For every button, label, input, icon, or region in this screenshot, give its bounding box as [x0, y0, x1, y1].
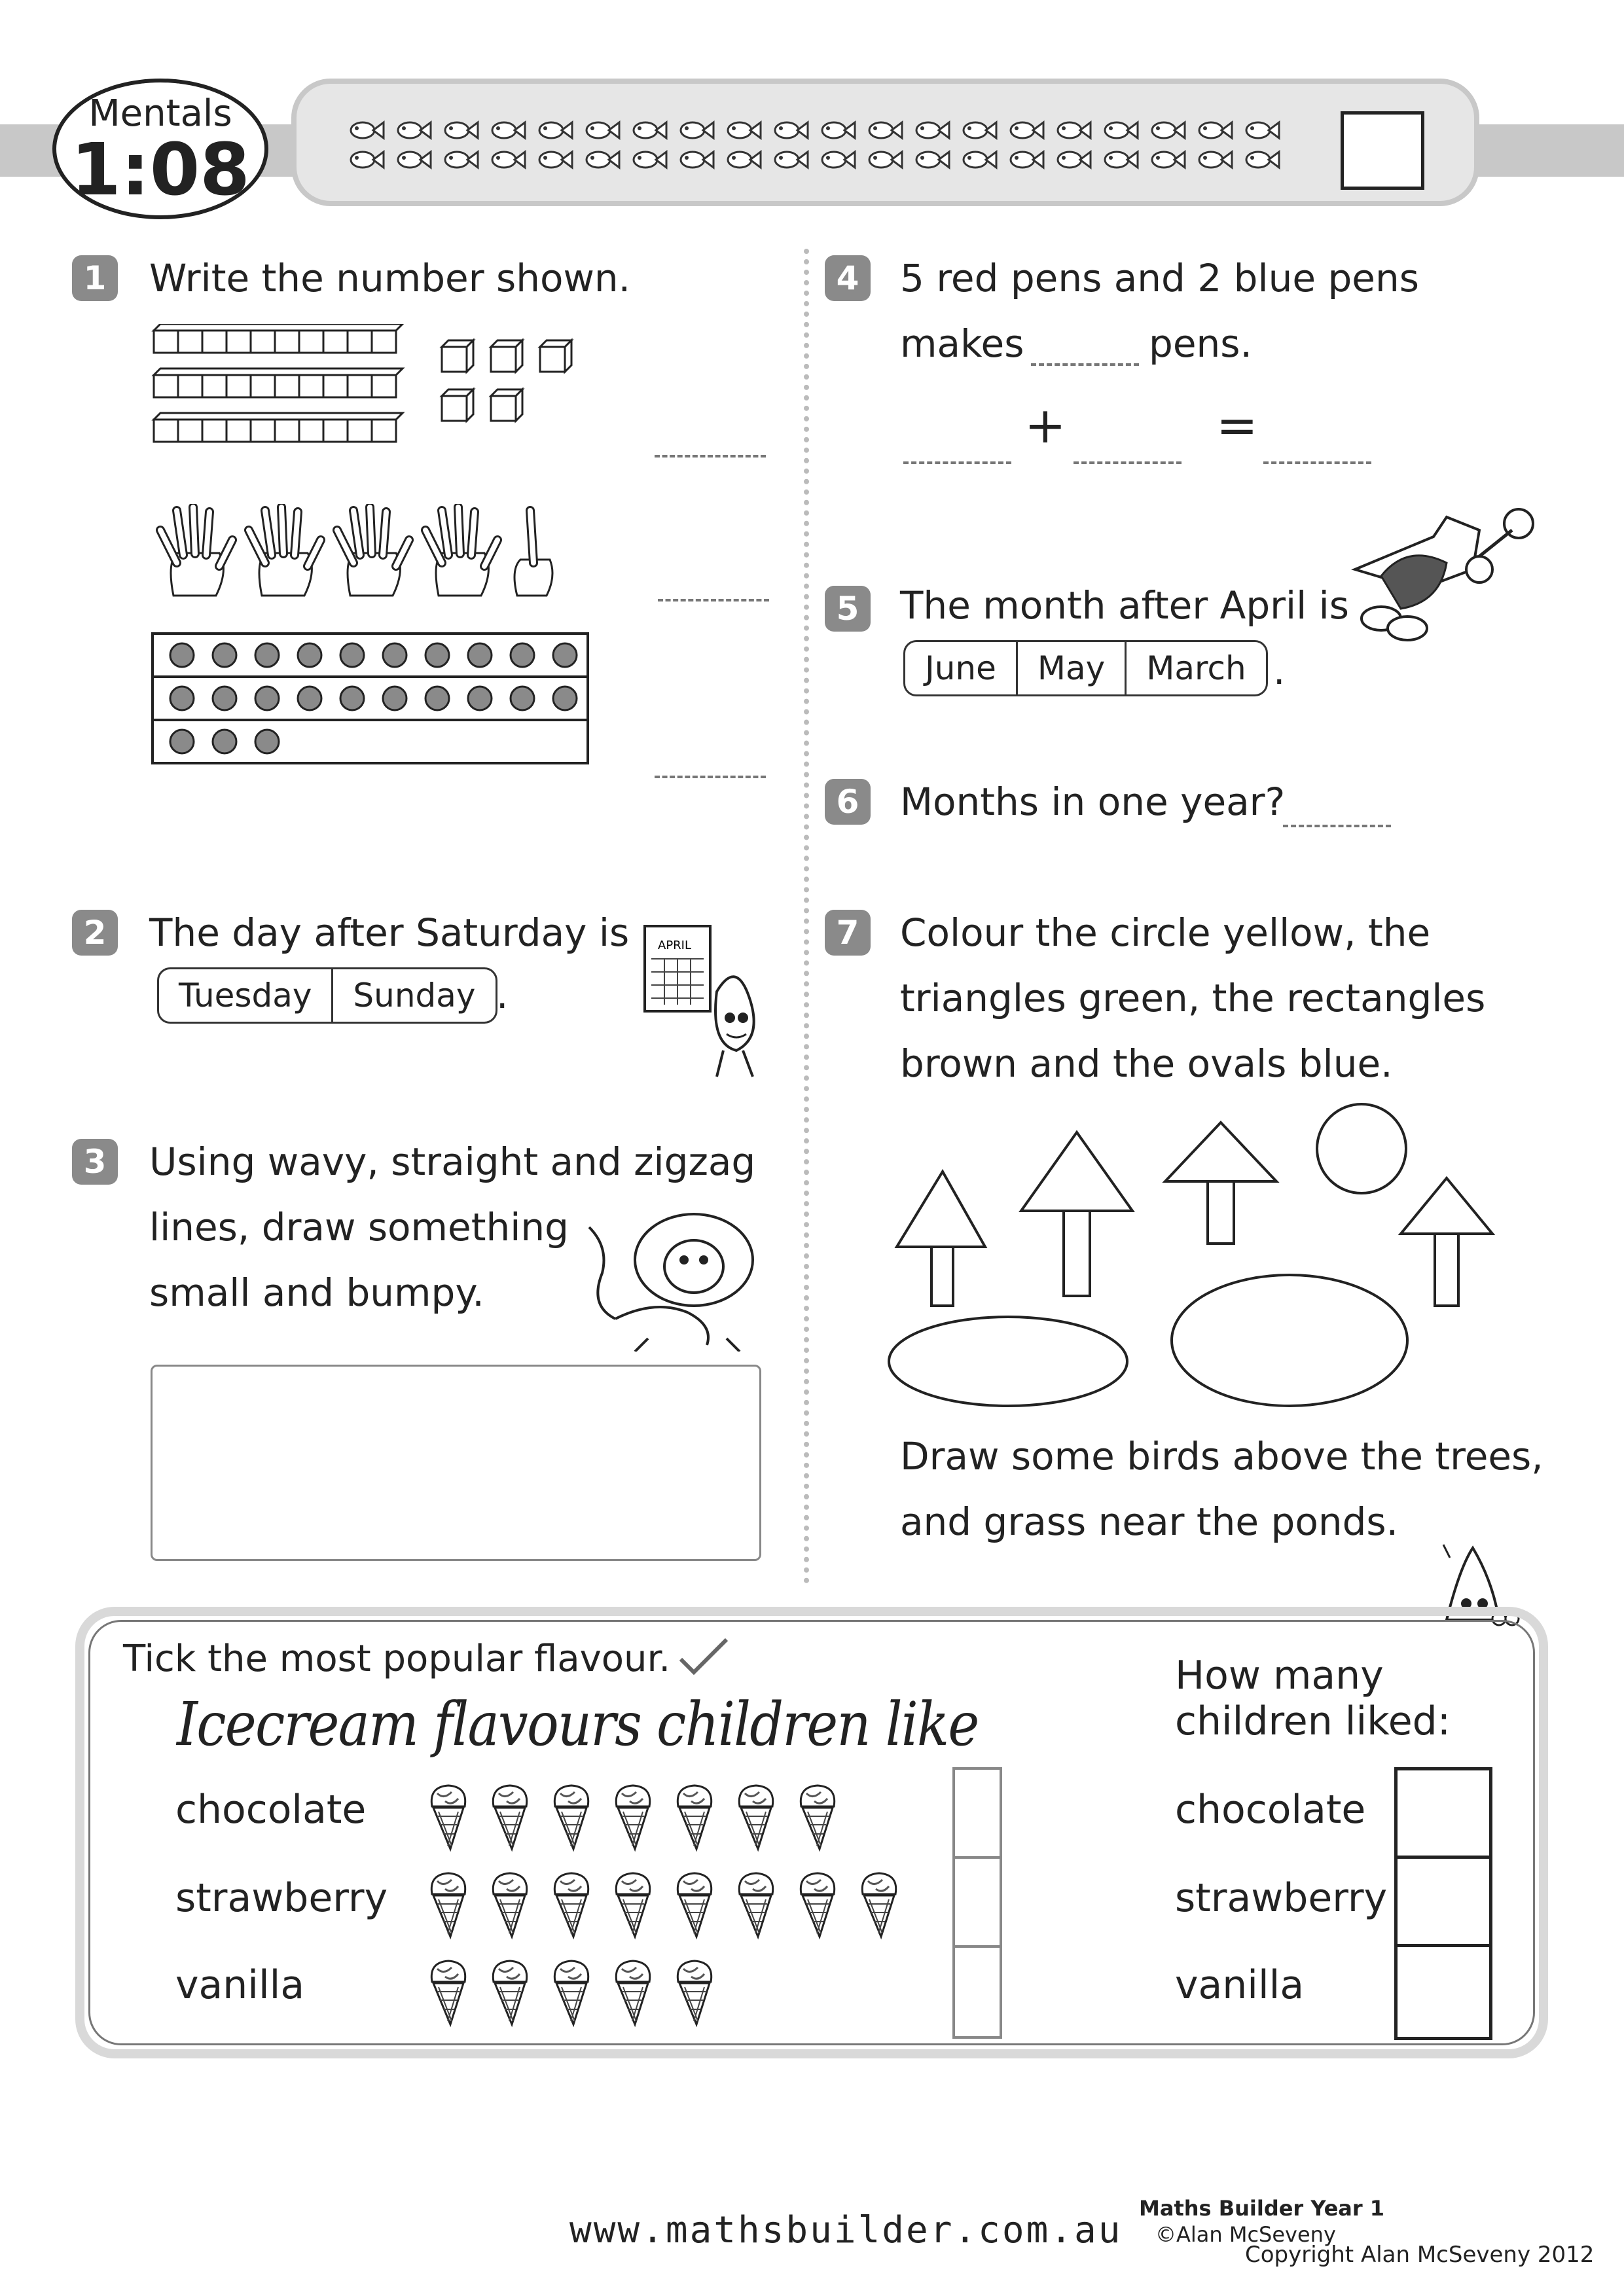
fish-icon	[677, 146, 716, 173]
row-label-chocolate: chocolate	[175, 1787, 367, 1833]
oval-1[interactable]	[889, 1317, 1127, 1406]
q7-line-3: brown and the ovals blue.	[900, 1041, 1393, 1086]
shapes-scene[interactable]	[877, 1100, 1499, 1407]
flying-character-illustration	[1342, 497, 1538, 641]
score-box[interactable]	[1341, 111, 1424, 190]
q5-end: .	[1273, 649, 1286, 693]
tick-box-strawberry[interactable]	[952, 1856, 1002, 1953]
answer-label-strawberry: strawberry	[1175, 1875, 1388, 1921]
mentals-number: 1:08	[71, 128, 250, 211]
icecream-icon	[549, 1956, 594, 2028]
answer-box-chocolate[interactable]	[1394, 1767, 1492, 1865]
counter-dot	[255, 643, 279, 667]
icecream-icon	[425, 1868, 471, 1940]
tens-rod	[154, 324, 403, 353]
unit-cube	[491, 389, 522, 421]
fish-icon	[865, 146, 905, 173]
counter-dot	[298, 687, 321, 710]
hand-icon	[425, 507, 497, 596]
fish-icon	[677, 117, 716, 144]
counter-dot	[298, 643, 321, 667]
q2-options	[157, 967, 497, 1024]
counter-dot	[170, 730, 194, 753]
icecream-icon	[487, 1868, 533, 1940]
q1-answer-blocks[interactable]	[655, 455, 766, 457]
how-many-line-1: How many	[1175, 1653, 1384, 1698]
triangle-2[interactable]	[1021, 1132, 1132, 1211]
hand-icon	[160, 507, 232, 596]
fish-icon	[1195, 117, 1235, 144]
counter-dot	[340, 643, 364, 667]
counter-dot	[255, 730, 279, 753]
counter-dot	[170, 643, 194, 667]
unit-cube	[491, 340, 522, 372]
fish-icon	[394, 117, 433, 144]
fish-icon	[1101, 117, 1140, 144]
question-number-4: 4	[825, 255, 871, 301]
icecream-icon	[672, 1956, 717, 2028]
fish-icon	[441, 117, 480, 144]
hand-icon	[337, 507, 409, 596]
fish-icon	[583, 117, 622, 144]
q4-plus: +	[1024, 396, 1066, 454]
q5-option-june[interactable]: June	[905, 642, 1018, 694]
icecream-icon	[487, 1780, 533, 1852]
q3-line-1: Using wavy, straight and zigzag	[149, 1139, 756, 1184]
q7-after-line-2: and grass near the ponds.	[900, 1499, 1399, 1544]
q4-equals: =	[1216, 396, 1258, 454]
icecream-icon	[672, 1868, 717, 1940]
icecream-icon	[549, 1868, 594, 1940]
q4-answer-sum[interactable]	[1263, 461, 1371, 464]
question-number-6: 6	[825, 779, 871, 825]
icecream-icon	[856, 1868, 902, 1940]
unit-cube	[442, 389, 473, 421]
q7-line-1: Colour the circle yellow, the	[900, 910, 1431, 955]
fish-icon	[394, 146, 433, 173]
question-number-1: 1	[72, 255, 118, 301]
unit-cube	[540, 340, 571, 372]
fish-icon	[912, 146, 952, 173]
fish-icon	[771, 146, 810, 173]
fish-icon	[1101, 146, 1140, 173]
q4-answer-total[interactable]	[1031, 363, 1139, 366]
one-finger-icon	[514, 511, 552, 596]
icecream-pictograph	[425, 1780, 916, 2029]
counter-dot	[425, 687, 449, 710]
triangle-1[interactable]	[897, 1172, 985, 1247]
counter-dot	[383, 687, 406, 710]
counter-dot	[383, 643, 406, 667]
row-label-vanilla: vanilla	[175, 1962, 305, 2008]
question-number-2: 2	[72, 910, 118, 956]
rectangle-3[interactable]	[1208, 1181, 1234, 1244]
fish-icon	[1054, 117, 1093, 144]
counter-dot	[553, 687, 577, 710]
fish-icon	[1242, 146, 1282, 173]
oval-2[interactable]	[1172, 1275, 1407, 1406]
tick-box-chocolate[interactable]	[952, 1767, 1002, 1864]
hands-illustration	[151, 504, 583, 602]
fish-icon	[771, 117, 810, 144]
counter-dot	[425, 643, 449, 667]
q5-option-march[interactable]: March	[1146, 649, 1246, 687]
fish-icon	[1007, 117, 1046, 144]
tens-rod	[154, 368, 403, 397]
footer-copyright: Copyright Alan McSeveny 2012	[1245, 2242, 1595, 2268]
q5-prompt: The month after April is	[900, 583, 1349, 628]
footer-author: ©Alan McSeveny	[1155, 2222, 1336, 2247]
mentals-badge	[52, 79, 268, 219]
icecream-icon	[425, 1956, 471, 2028]
fish-icon	[724, 146, 763, 173]
counter-dot	[213, 730, 236, 753]
counter-dot	[255, 687, 279, 710]
fish-icon	[1148, 146, 1187, 173]
q4-makes: makes	[900, 321, 1024, 366]
fish-icon	[724, 117, 763, 144]
base-ten-blocks	[151, 324, 583, 455]
fish-icon	[441, 146, 480, 173]
fish-icon	[1007, 146, 1046, 173]
q4-answer-addend-1[interactable]	[903, 461, 1011, 464]
q1-answer-hands[interactable]	[658, 599, 769, 601]
fish-icon	[960, 117, 999, 144]
fish-icon	[960, 146, 999, 173]
q3-line-3: small and bumpy.	[149, 1270, 484, 1315]
counter-dot	[213, 687, 236, 710]
lizard-illustration	[576, 1201, 772, 1352]
column-divider	[804, 249, 809, 1584]
icecream-icon	[733, 1780, 779, 1852]
fish-icon	[535, 117, 575, 144]
answer-box-vanilla[interactable]	[1394, 1944, 1492, 2040]
q7-line-2: triangles green, the rectangles	[900, 976, 1486, 1020]
counter-dot	[511, 643, 534, 667]
q6-answer[interactable]	[1283, 825, 1391, 827]
row-label-strawberry: strawberry	[175, 1875, 388, 1921]
fish-icon	[347, 146, 386, 173]
q3-line-2: lines, draw something	[149, 1205, 569, 1249]
how-many-line-2: children liked:	[1175, 1698, 1451, 1744]
rectangle-2[interactable]	[1064, 1211, 1090, 1296]
fish-icon	[583, 146, 622, 173]
q6-prompt: Months in one year?	[900, 780, 1286, 824]
fish-icon	[488, 146, 528, 173]
question-number-5: 5	[825, 586, 871, 632]
counter-dot	[511, 687, 534, 710]
fish-icon	[630, 146, 669, 173]
q5-option-may[interactable]: May	[1018, 642, 1127, 694]
q2-option-tuesday[interactable]: Tuesday	[159, 969, 333, 1022]
fish-icon	[1242, 117, 1282, 144]
circle[interactable]	[1317, 1104, 1406, 1193]
fish-icon	[818, 117, 857, 144]
counter-dot	[340, 687, 364, 710]
q4-answer-addend-2[interactable]	[1074, 461, 1182, 464]
fish-icon	[1148, 117, 1187, 144]
q2-prompt: The day after Saturday is	[149, 910, 630, 955]
icecream-icon	[549, 1780, 594, 1852]
tick-icon	[677, 1636, 730, 1676]
mentals-label: Mentals	[88, 92, 232, 135]
q2-option-sunday[interactable]: Sunday	[353, 977, 476, 1014]
tick-prompt: Tick the most popular flavour.	[123, 1638, 671, 1680]
q4-line-1: 5 red pens and 2 blue pens	[900, 256, 1419, 300]
q7-after-line-1: Draw some birds above the trees,	[900, 1434, 1543, 1479]
calendar-label: APRIL	[658, 939, 692, 952]
answer-box-strawberry[interactable]	[1394, 1856, 1492, 1954]
fish-icon	[1054, 146, 1093, 173]
counter-dot	[213, 643, 236, 667]
icecream-icon	[610, 1956, 656, 2028]
question-number-3: 3	[72, 1139, 118, 1185]
q1-prompt: Write the number shown.	[149, 256, 631, 300]
q4-pens: pens.	[1149, 321, 1252, 366]
icecream-icon	[795, 1868, 840, 1940]
fish-icon	[865, 117, 905, 144]
icecream-icon	[610, 1868, 656, 1940]
icecream-icon	[610, 1780, 656, 1852]
q2-end: .	[496, 973, 509, 1017]
triangle-4[interactable]	[1401, 1178, 1492, 1234]
hand-icon	[249, 507, 321, 596]
icecream-icon	[487, 1956, 533, 2028]
fish-icon	[488, 117, 528, 144]
counter-dot	[468, 687, 492, 710]
fish-icon	[535, 146, 575, 173]
fish-row	[347, 117, 1316, 175]
rectangle-1[interactable]	[931, 1247, 953, 1306]
icecream-icon	[425, 1780, 471, 1852]
footer-series: Maths Builder Year 1	[1139, 2196, 1385, 2221]
unit-cube	[442, 340, 473, 372]
tens-rod	[154, 413, 403, 442]
calendar-character-illustration	[638, 920, 782, 1090]
icecream-icon	[672, 1780, 717, 1852]
footer-website: www.mathsbuilder.com.au	[569, 2209, 1123, 2251]
triangle-3[interactable]	[1165, 1122, 1276, 1181]
tick-box-vanilla[interactable]	[952, 1945, 1002, 2039]
icecream-icon	[795, 1780, 840, 1852]
q3-drawing-area[interactable]	[151, 1365, 761, 1561]
q5-options	[903, 640, 1268, 696]
counter-dot	[468, 643, 492, 667]
counter-dot	[170, 687, 194, 710]
q1-answer-dots[interactable]	[655, 776, 766, 778]
fish-icon	[630, 117, 669, 144]
counter-dot	[553, 643, 577, 667]
fish-icon	[1195, 146, 1235, 173]
rectangle-4[interactable]	[1435, 1234, 1458, 1306]
dot-frame	[151, 632, 596, 776]
icecream-icon	[733, 1868, 779, 1940]
fish-icon	[818, 146, 857, 173]
question-number-7: 7	[825, 910, 871, 956]
fish-icon	[912, 117, 952, 144]
answer-label-chocolate: chocolate	[1175, 1787, 1366, 1833]
graph-title: Icecream flavours children like	[177, 1689, 979, 1759]
fish-icon	[347, 117, 386, 144]
answer-label-vanilla: vanilla	[1175, 1962, 1305, 2008]
